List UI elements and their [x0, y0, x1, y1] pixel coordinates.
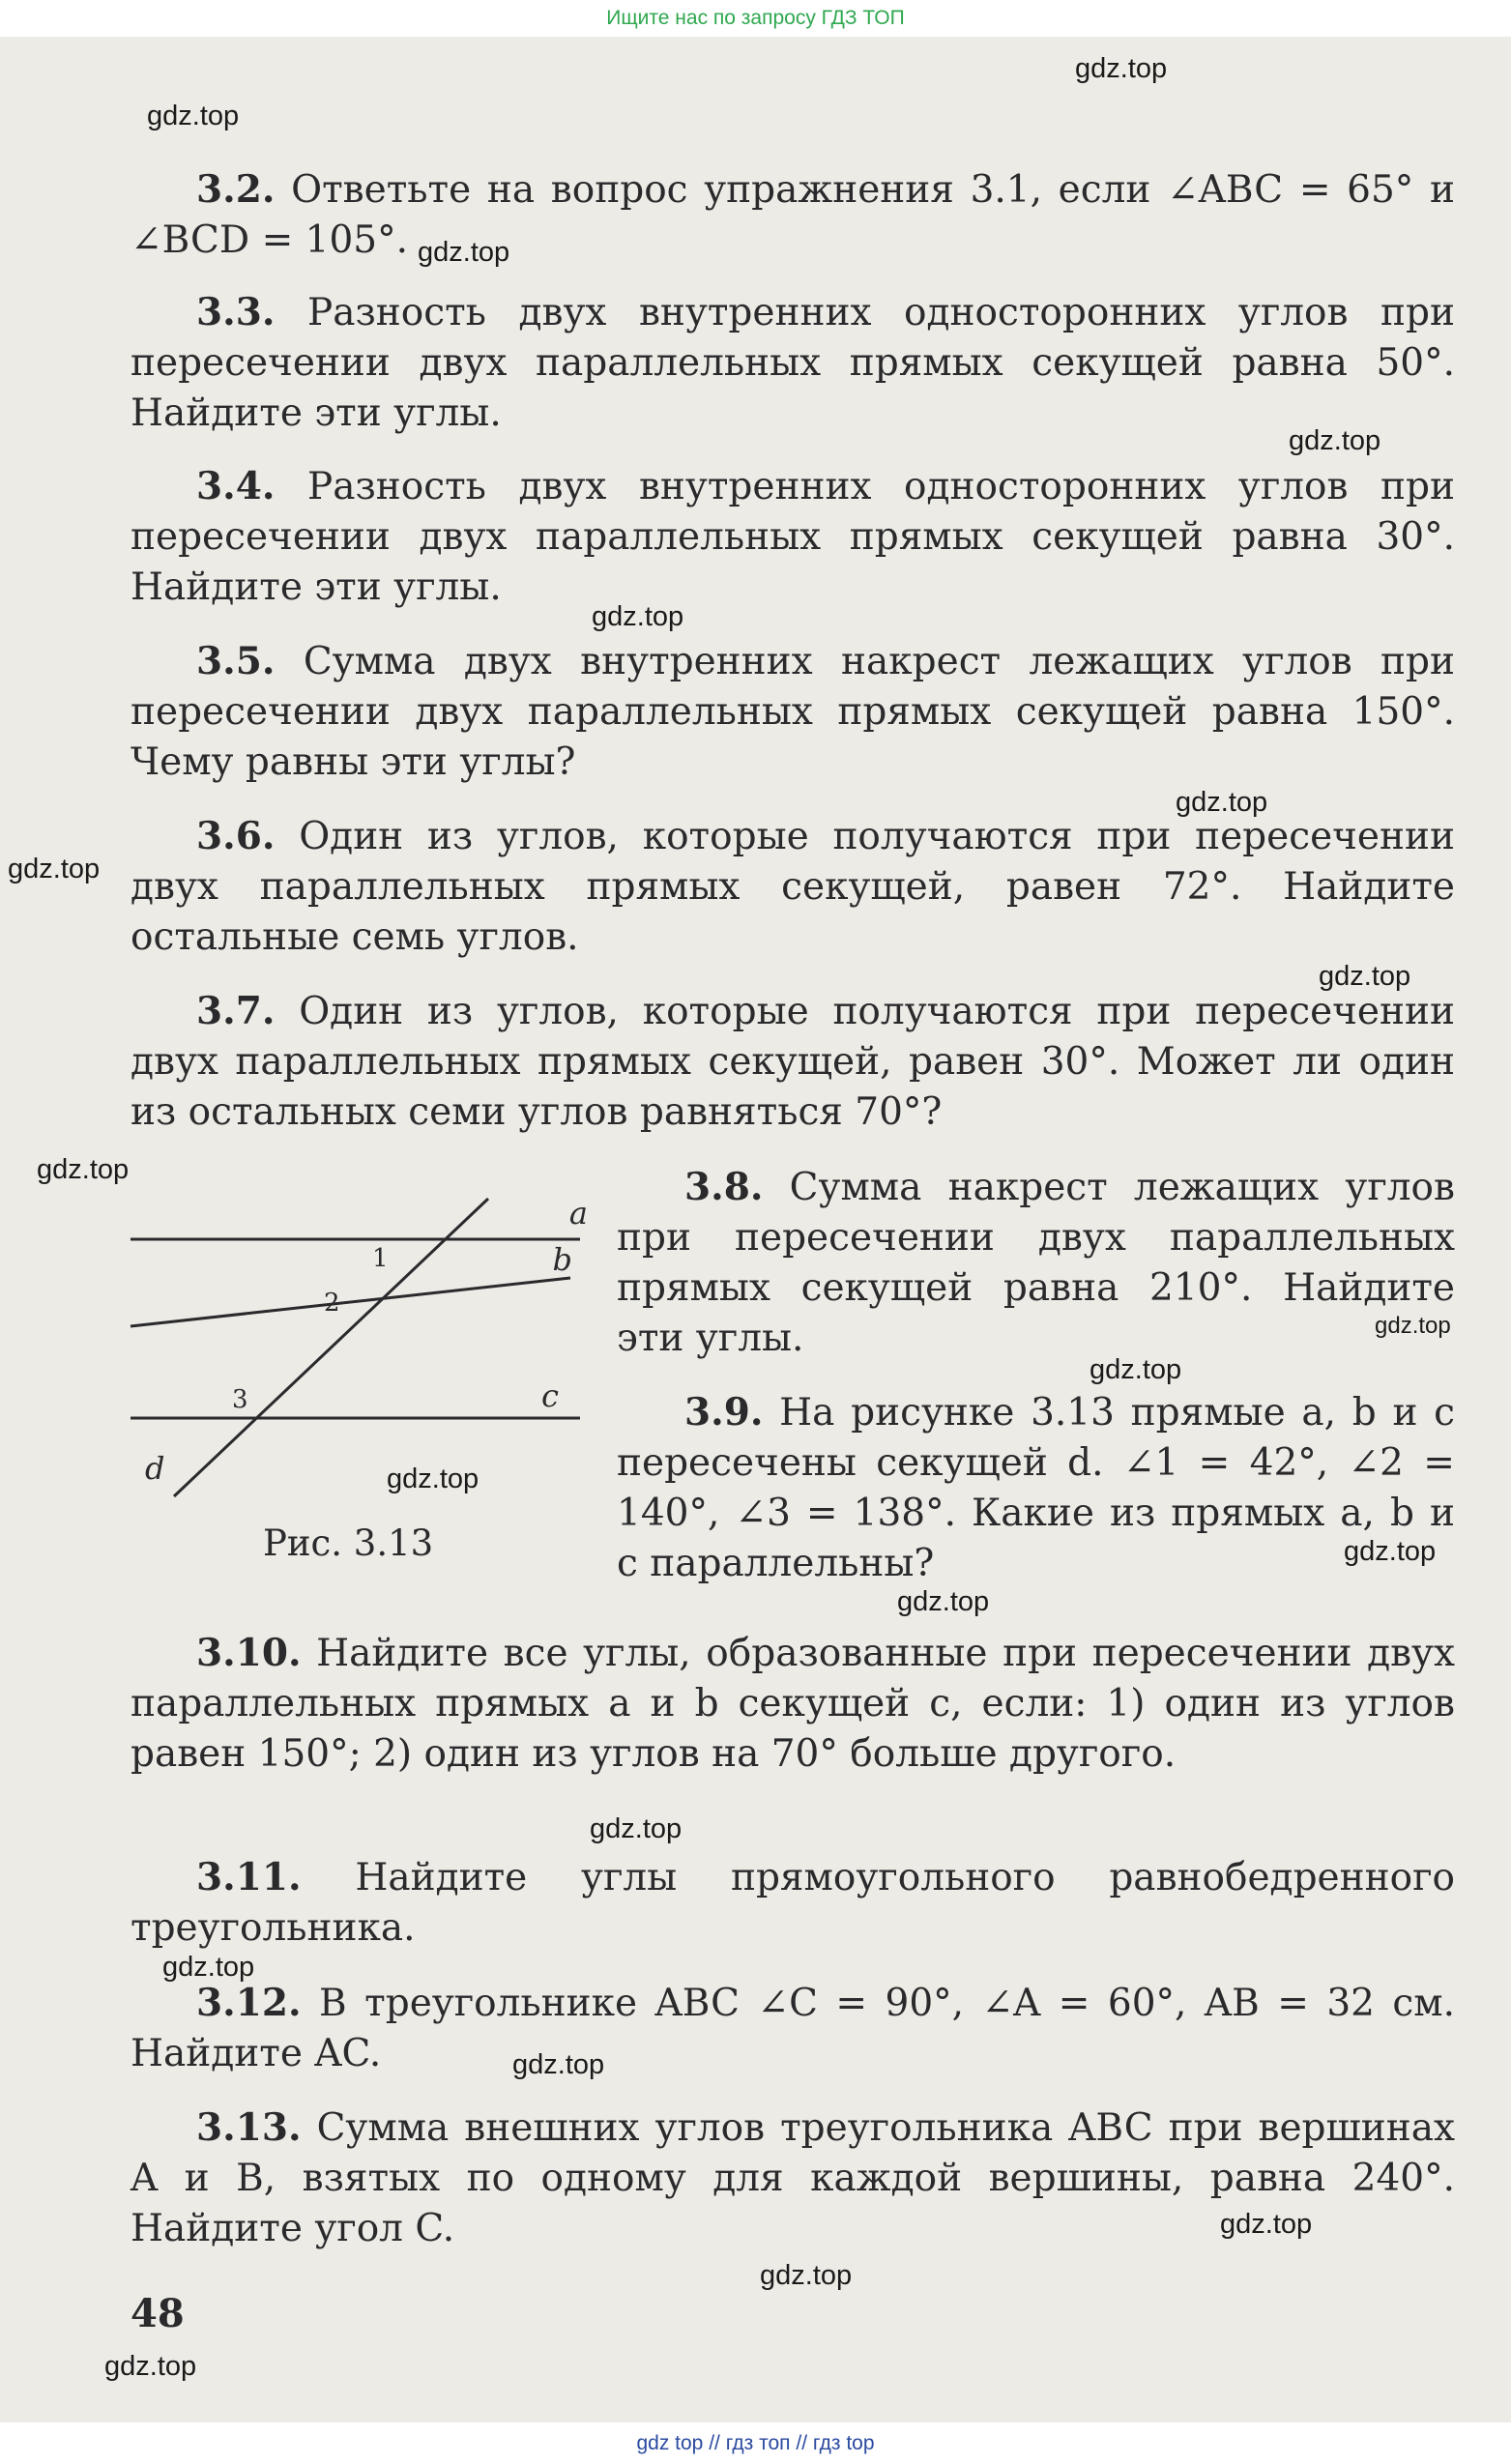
watermark: gdz.top — [1375, 1313, 1451, 1339]
line-b — [131, 1278, 570, 1326]
watermark: gdz.top — [147, 101, 240, 131]
watermark: gdz.top — [162, 1952, 255, 1983]
page-number: 48 — [131, 2291, 185, 2336]
bottom-banner[interactable]: gdz top // гдз топ // гдз top — [0, 2422, 1511, 2464]
exercise-3-11: 3.11. Найдите углы прямоугольного равнобедренного треугольника. — [131, 1855, 1455, 1950]
watermark: gdz.top — [1075, 53, 1168, 84]
label-c: c — [541, 1377, 559, 1414]
exercise-3-12: 3.12. В треугольнике ABC ∠C = 90°, ∠A = 60°, AB = 32 см. Найдите AC. — [131, 1981, 1455, 2075]
watermark: gdz.top — [760, 2260, 853, 2291]
watermark: gdz.top — [387, 1464, 479, 1494]
exercise-3-3: 3.3. Разность двух внутренних односторонних углов при пересечении двух параллельных прямых секущей равна 50°. Найдите эти углы. — [131, 290, 1455, 435]
exercise-3-4: 3.4. Разность двух внутренних односторонних углов при пересечении двух параллельных прямых секущей равна 30°. Найдите эти углы. — [131, 464, 1455, 609]
watermark: gdz.top — [1289, 425, 1381, 456]
watermark: gdz.top — [897, 1586, 990, 1617]
exercise-3-10: 3.10. Найдите все углы, образованные при пересечении двух параллельных прямых a и b секущей c, если: 1) один из углов равен 150°; 2) один из углов на 70° больше другого. — [131, 1631, 1455, 1776]
line-d — [174, 1199, 488, 1496]
label-d: d — [145, 1450, 165, 1487]
exercise-3-9: 3.9. На рисунке 3.13 прямые a, b и c пересечены секущей d. ∠1 = 42°, ∠2 = 140°, ∠3 = 138°. Какие из прямых a, b и c параллельны? — [617, 1390, 1455, 1585]
exercise-3-7: 3.7. Один из углов, которые получаются при пересечении двух параллельных прямых секущей, равен 30°. Может ли один из остальных семи углов равняться 70°? — [131, 989, 1455, 1134]
exercise-3-2: 3.2. Ответьте на вопрос упражнения 3.1, если ∠ABC = 65° и ∠BCD = 105°. — [131, 167, 1455, 262]
label-a: a — [568, 1195, 588, 1232]
watermark: gdz.top — [8, 854, 101, 884]
watermark: gdz.top — [512, 2049, 605, 2080]
watermark: gdz.top — [592, 601, 684, 632]
watermark: gdz.top — [1319, 961, 1411, 992]
watermark: gdz.top — [1176, 787, 1268, 818]
exercise-3-5: 3.5. Сумма двух внутренних накрест лежащих углов при пересечении двух параллельных прямых секущей равна 150°. Чему равны эти углы? — [131, 639, 1455, 784]
angle-3-label: 3 — [232, 1385, 248, 1414]
label-b: b — [552, 1241, 572, 1278]
watermark: gdz.top — [37, 1154, 130, 1185]
watermark: gdz.top — [590, 1813, 683, 1844]
figure-3-13 — [126, 1189, 590, 1518]
exercise-3-6: 3.6. Один из углов, которые получаются при пересечении двух параллельных прямых секущей, равен 72°. Найдите остальные семь углов. — [131, 814, 1455, 959]
exercise-3-13: 3.13. Сумма внешних углов треугольника ABC при вершинах A и B, взятых по одному для каждой вершины, равна 240°. Найдите угол C. — [131, 2105, 1456, 2250]
exercise-3-8: 3.8. Сумма накрест лежащих углов при пересечении двух параллельных прямых секущей равна 210°. Найдите эти углы. — [617, 1165, 1455, 1360]
watermark: gdz.top — [1220, 2209, 1313, 2240]
top-banner[interactable]: Ищите нас по запросу ГДЗ ТОП — [0, 0, 1511, 37]
angle-1-label: 1 — [372, 1244, 389, 1273]
watermark: gdz.top — [418, 237, 510, 268]
watermark: gdz.top — [1090, 1354, 1182, 1385]
angle-2-label: 2 — [324, 1289, 340, 1318]
watermark: gdz.top — [104, 2351, 197, 2382]
watermark: gdz.top — [1344, 1536, 1437, 1567]
figure-caption: Рис. 3.13 — [263, 1522, 434, 1564]
